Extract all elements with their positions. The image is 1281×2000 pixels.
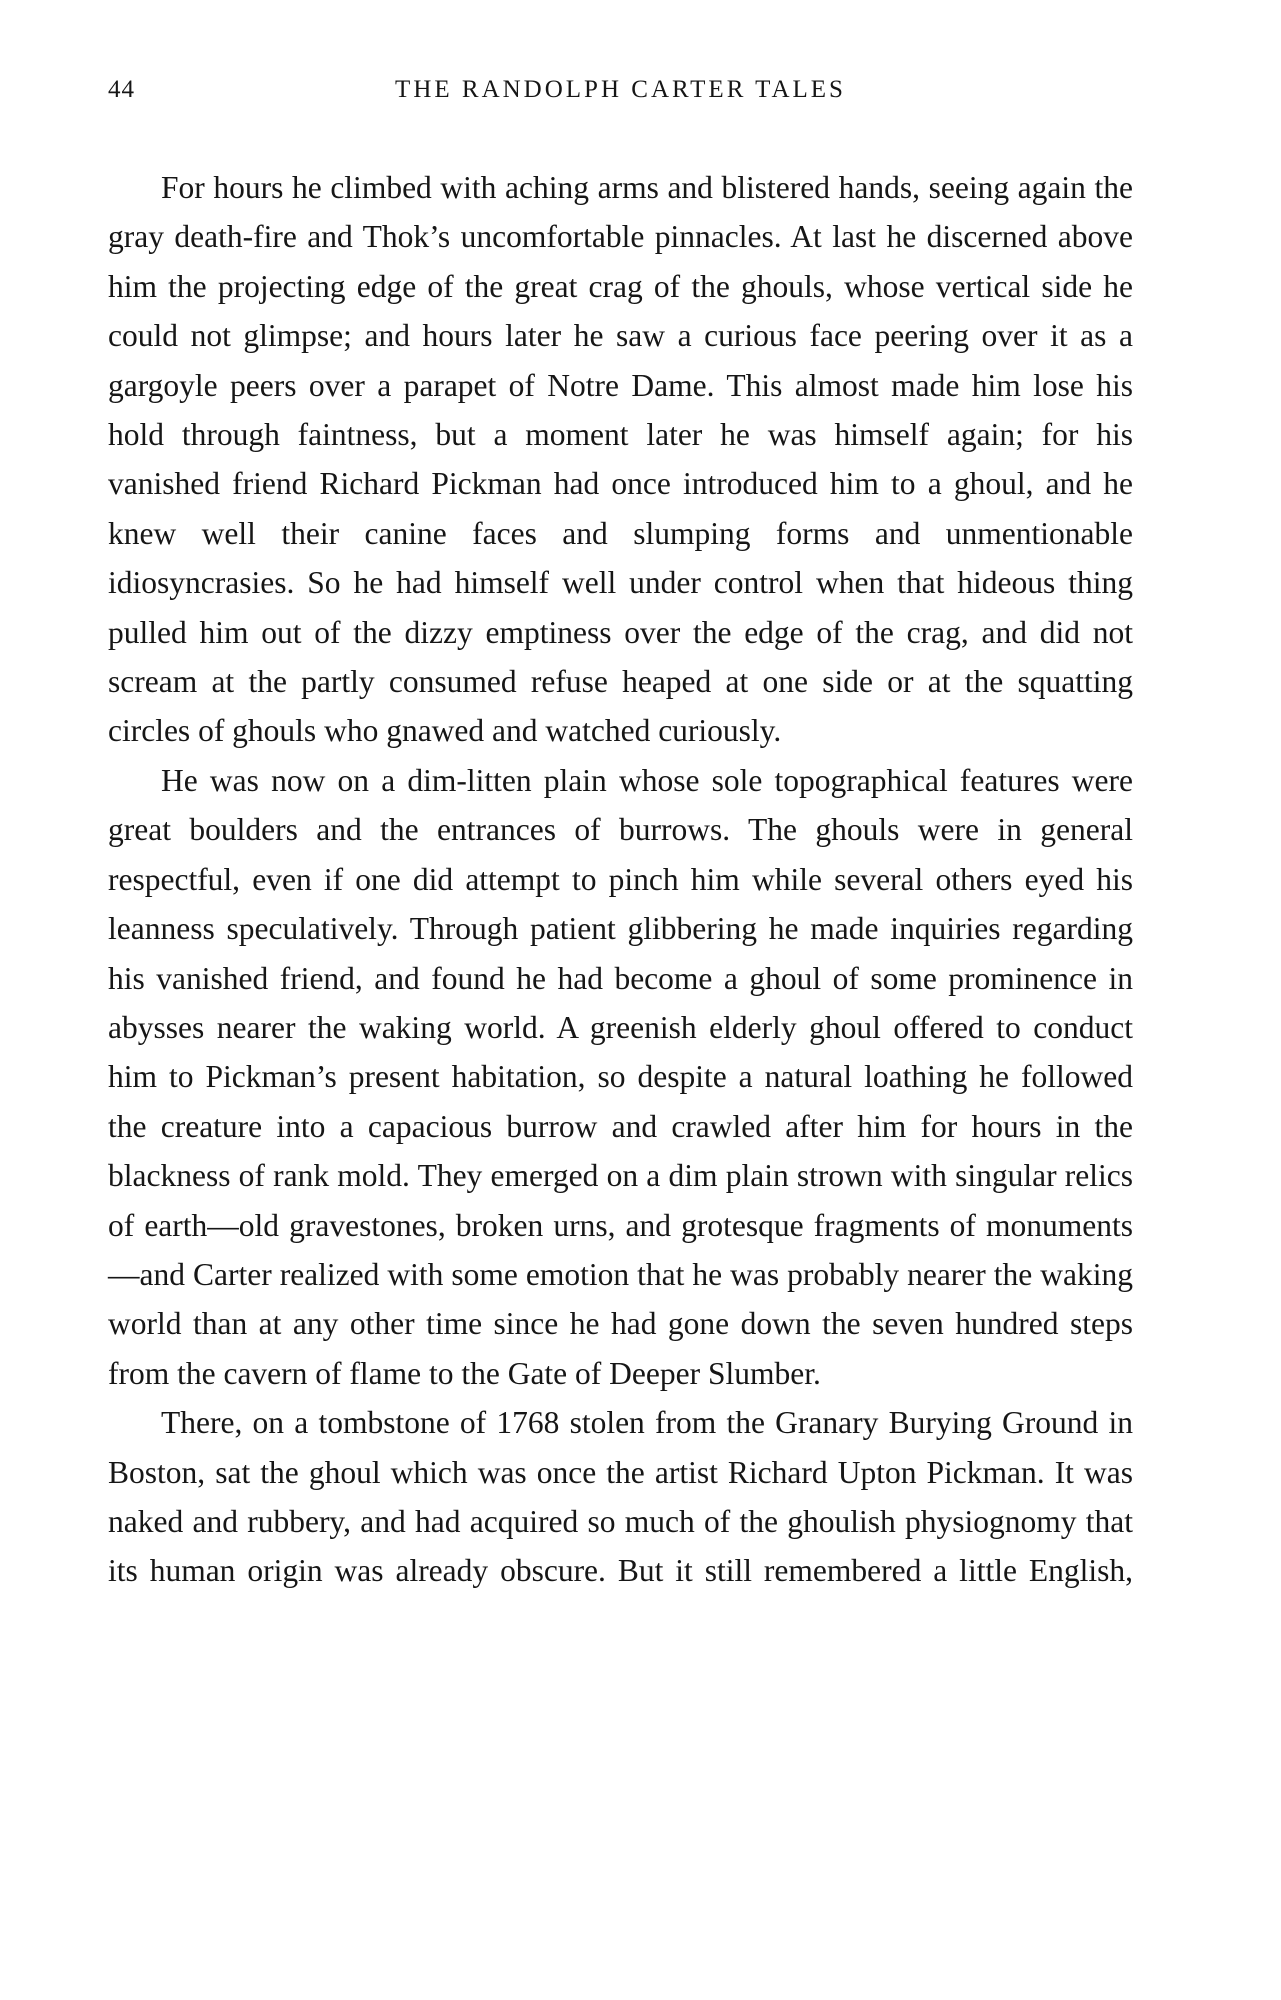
paragraph-2: He was now on a dim-litten plain whose sole topographical features were great boulders and the entrances of burrows. The ghouls were in general respectful, even if one did attempt to pinch him while several others eyed his leanness speculatively. Through patient glibbering he made inquiries regarding his vanished friend, and found he had become a ghoul of some prominence in abysses nearer the waking world. A greenish elderly ghoul offered to conduct him to Pickman’s present habitation, so despite a natural loathing he followed the creature into a capacious burrow and crawled after him for hours in the blackness of rank mold. They emerged on a dim plain strown with singular relics of earth—old gravestones, broken urns, and grotesque fragments of monuments—and Carter realized with some emotion that he was probably nearer the waking world than at any other time since he had gone down the seven hundred steps from the cavern of flame to the Gate of Deeper Slumber. [108,762,1133,1391]
paragraph-3: There, on a tombstone of 1768 stolen from the Granary Burying Ground in Boston, sat the ghoul which was once the artist Richard Upton Pickman. It was naked and rubbery, and had acquired so much of the ghoulish physiognomy that its human origin was already obscure. But it still remembered a little English, [108,1405,1133,1589]
page-number: 44 [108,76,135,103]
body-text [108,163,1133,1596]
paragraph-1: For hours he climbed with aching arms and blistered hands, seeing again the gray death-fire and Thok’s uncomfortable pinnacles. At last he discerned above him the projecting edge of the great crag of the ghouls, whose vertical side he could not glimpse; and hours later he saw a curious face peering over it as a gargoyle peers over a parapet of Notre Dame. This almost made him lose his hold through faintness, but a moment later he was himself again; for his vanished friend Richard Pickman had once introduced him to a ghoul, and he knew well their canine faces and slumping forms and unmentionable idiosyncrasies. So he had himself well under control when that hideous thing pulled him out of the dizzy emptiness over the edge of the crag, and did not scream at the partly consumed refuse heaped at one side or at the squatting circles of ghouls who gnawed and watched curiously. [108,170,1133,749]
running-head [108,76,1133,112]
book-title: THE RANDOLPH CARTER TALES [395,76,846,103]
